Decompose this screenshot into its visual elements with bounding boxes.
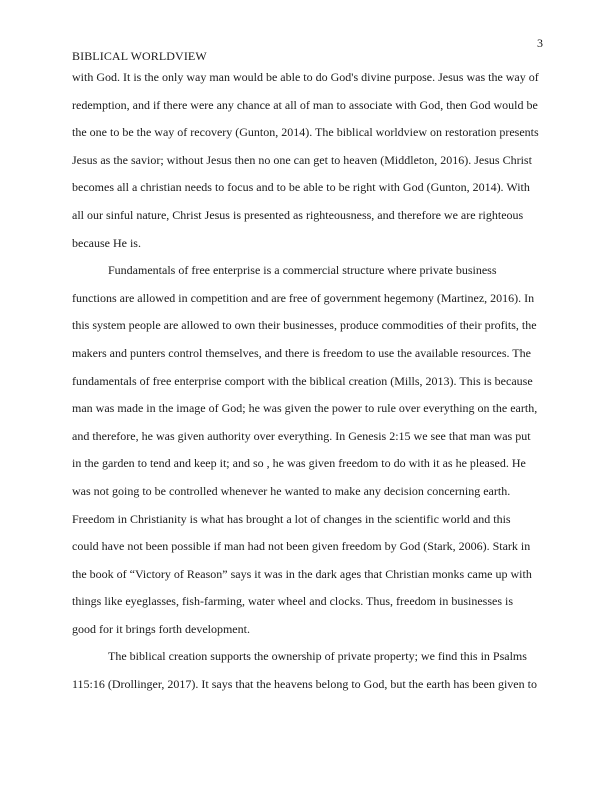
body-line: the book of “Victory of Reason” says it was in the dark ages that Christian monks came up with xyxy=(72,566,532,581)
body-line: becomes all a christian needs to focus and to be able to be right with God (Gunton, 2014). With xyxy=(72,180,530,195)
page-number: 3 xyxy=(537,36,543,50)
body-line: functions are allowed in competition and are free of government hegemony (Martinez, 2016). In xyxy=(72,290,535,305)
body-line: all our sinful nature, Christ Jesus is presented as righteousness, and therefore we are righteous xyxy=(72,207,524,222)
body-line: things like eyeglasses, fish-farming, water wheel and clocks. Thus, freedom in businesses is xyxy=(72,594,514,609)
body-line: fundamentals of free enterprise comport with the biblical creation (Mills, 2013). This is because xyxy=(72,373,533,388)
body-line: could have not been possible if man had not been given freedom by God (Stark, 2006). Stark in xyxy=(72,539,531,554)
body-line: this system people are allowed to own their businesses, produce commodities of their profits, the xyxy=(72,318,537,333)
body-line: with God. It is the only way man would be able to do God's divine purpose. Jesus was the way of xyxy=(72,70,539,84)
document-body xyxy=(72,68,544,703)
running-head: BIBLICAL WORLDVIEW xyxy=(72,49,207,63)
body-line: in the garden to tend and keep it; and so , he was given freedom to do with it as he pleased. He xyxy=(72,456,526,471)
body-line: The biblical creation supports the ownership of private property; we find this in Psalms xyxy=(108,649,527,664)
body-line: man was made in the image of God; he was given the power to rule over everything on the earth, xyxy=(72,401,538,416)
body-line: was not going to be controlled whenever he wanted to make any decision concerning earth. xyxy=(72,483,511,498)
body-line: Jesus as the savior; without Jesus then no one can get to heaven (Middleton, 2016). Jesus Christ xyxy=(72,152,532,167)
body-line: because He is. xyxy=(72,235,141,250)
body-line: Fundamentals of free enterprise is a commercial structure where private business xyxy=(108,263,497,278)
body-line: the one to be the way of recovery (Gunton, 2014). The biblical worldview on restoration presents xyxy=(72,125,539,140)
body-line: Freedom in Christianity is what has brought a lot of changes in the scientific world and this xyxy=(72,511,511,526)
body-line: 115:16 (Drollinger, 2017). It says that the heavens belong to God, but the earth has been given to xyxy=(72,677,537,692)
body-line: good for it brings forth development. xyxy=(72,621,250,636)
body-line: redemption, and if there were any chance at all of man to associate with God, then God would be xyxy=(72,97,538,112)
body-line: makers and punters control themselves, and there is freedom to use the available resources. The xyxy=(72,345,531,360)
body-line: and therefore, he was given authority over everything. In Genesis 2:15 we see that man was put xyxy=(72,428,531,443)
